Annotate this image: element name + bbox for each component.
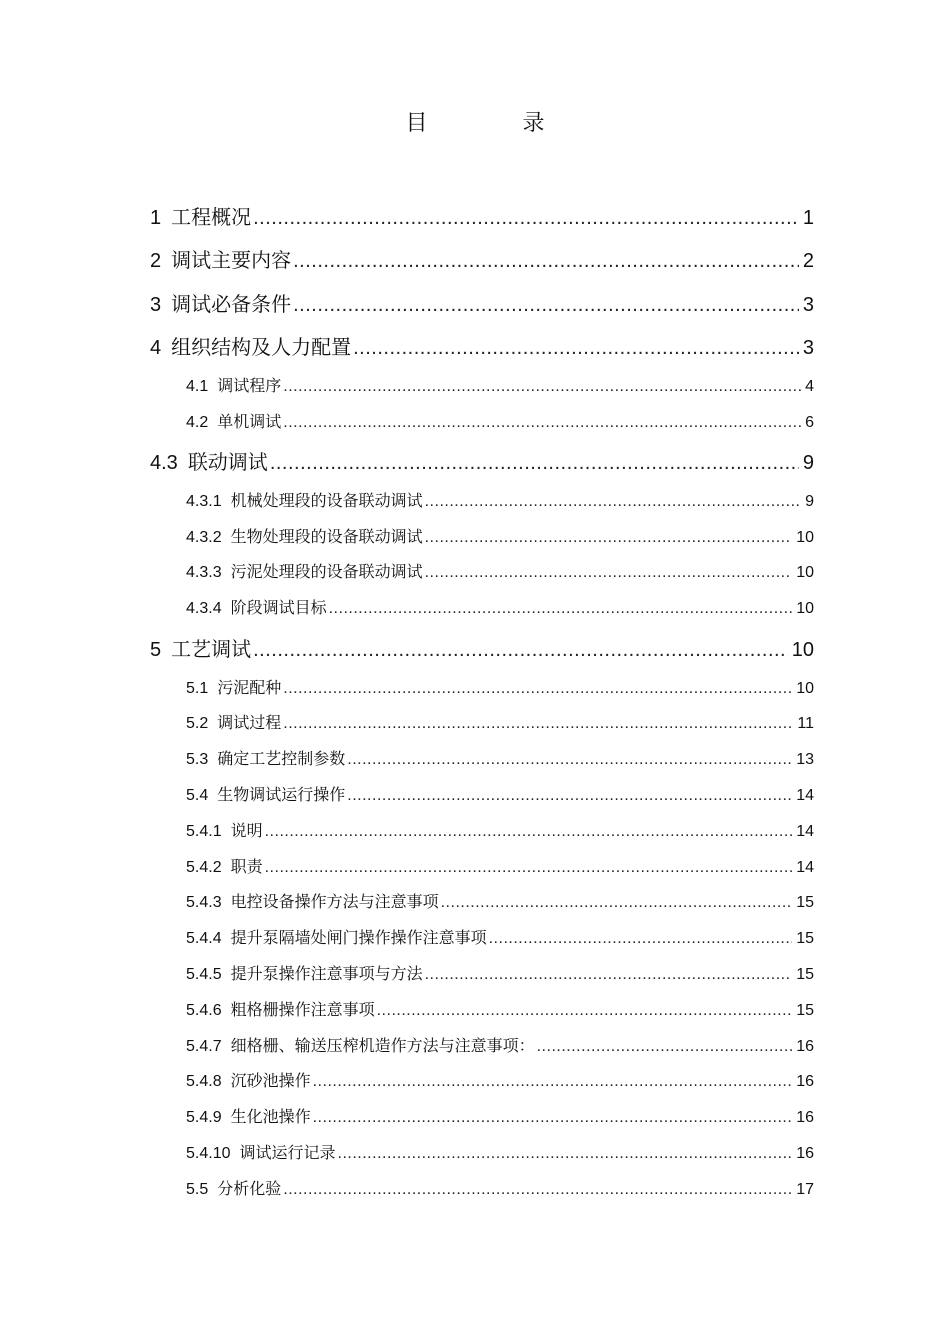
toc-entry-page-number: 16 [796,1144,814,1162]
toc-entry-page-number: 15 [796,1001,814,1019]
toc-entry[interactable] [186,662,814,698]
toc-dot-leader [377,1002,793,1020]
toc-entry-label: 调试程序 [217,375,282,395]
toc-entry-page-number: 1 [802,206,814,229]
toc-entry-number: 5.4.1 [186,822,222,840]
toc-entry-label: 生化池操作 [230,1107,311,1127]
toc-entry-label: 单机调试 [217,411,282,431]
toc-entry[interactable] [186,733,814,769]
toc-entry-number: 5.2 [186,715,209,733]
toc-entry-label: 调试必备条件 [171,291,292,316]
toc-entry-page-number: 6 [805,413,814,431]
toc-entry[interactable] [186,511,814,547]
toc-entry-label: 确定工艺控制参数 [217,749,346,769]
toc-entry-label: 说明 [230,820,263,840]
toc-dot-leader [265,823,793,841]
toc-entry-label: 分析化验 [217,1178,282,1198]
toc-dot-leader [425,529,793,547]
toc-dot-leader [329,600,793,618]
toc-entry[interactable] [186,698,814,734]
toc-dot-leader [313,1073,793,1091]
toc-entry-page-number: 9 [805,492,814,510]
toc-entry[interactable] [186,1091,814,1127]
toc-entry-number: 5.4.10 [186,1144,231,1162]
toc-entry-label: 工艺调试 [171,636,252,661]
table-of-contents [0,186,950,1199]
toc-entry-number: 4.3.4 [186,600,222,618]
toc-entry-number: 5.4.8 [186,1073,222,1091]
toc-entry[interactable] [186,877,814,913]
toc-entry-number: 4.3.1 [186,492,222,510]
toc-dot-leader [489,930,793,948]
toc-entry-number: 3 [150,293,162,316]
toc-entry-label: 调试运行记录 [239,1142,336,1162]
toc-entry-label: 职责 [230,856,263,876]
toc-entry-page-number: 15 [796,894,814,912]
toc-entry-number: 5 [150,638,162,661]
toc-entry[interactable] [150,317,814,361]
toc-entry-page-number: 10 [796,564,814,582]
toc-entry-page-number: 2 [802,250,814,272]
toc-entry-page-number: 14 [796,786,814,804]
toc-entry-number: 1 [150,206,162,229]
toc-entry[interactable] [150,186,814,230]
toc-entry-page-number: 10 [796,600,814,618]
toc-dot-leader [441,894,793,912]
toc-entry-page-number: 16 [796,1037,814,1055]
toc-dot-leader [293,250,799,273]
toc-entry-page-number: 14 [796,822,814,840]
toc-entry[interactable] [186,1020,814,1056]
toc-entry-label: 电控设备操作方法与注意事项 [230,892,439,912]
toc-entry-label: 污泥处理段的设备联动调试 [230,562,423,582]
toc-entry-page-number: 10 [796,679,814,697]
toc-entry-label: 联动调试 [187,450,268,475]
toc-entry-label: 细格栅、输送压榨机造作方法与注意事项： [230,1035,535,1055]
toc-entry-number: 5.4.2 [186,858,222,876]
toc-dot-leader [293,294,799,317]
toc-entry-page-number: 16 [796,1073,814,1091]
toc-dot-leader [313,1109,793,1127]
toc-dot-leader [338,1145,793,1163]
toc-entry-number: 4.1 [186,377,209,395]
toc-entry-page-number: 16 [796,1109,814,1127]
toc-entry[interactable] [186,769,814,805]
toc-entry-number: 5.1 [186,679,209,697]
toc-entry[interactable] [186,475,814,511]
toc-entry[interactable] [186,547,814,583]
toc-entry-page-number: 14 [796,858,814,876]
toc-entry-label: 提升泵隔墙处闸门操作操作注意事项 [230,928,487,948]
toc-dot-leader [353,337,799,360]
toc-entry-number: 5.4.7 [186,1037,222,1055]
toc-entry-number: 4.3.2 [186,528,222,546]
toc-dot-leader [537,1038,793,1056]
toc-dot-leader [425,564,793,582]
toc-entry-number: 5.4.9 [186,1109,222,1127]
toc-entry-number: 5.5 [186,1180,209,1198]
toc-dot-leader [425,966,793,984]
toc-entry[interactable] [150,230,814,274]
toc-entry-label: 沉砂池操作 [230,1071,311,1091]
toc-entry[interactable] [186,582,814,618]
toc-entry-label: 组织结构及人力配置 [171,335,352,359]
toc-entry[interactable] [186,360,814,396]
toc-entry-label: 阶段调试目标 [230,598,327,618]
toc-entry[interactable] [186,984,814,1020]
page-title: 目 录 [405,111,589,136]
toc-entry-page-number: 3 [802,293,814,316]
toc-entry-page-number: 17 [796,1180,814,1198]
toc-entry[interactable] [186,1127,814,1163]
toc-dot-leader [425,493,801,511]
toc-dot-leader [253,207,799,230]
toc-entry-page-number: 9 [802,452,814,475]
toc-dot-leader [265,859,793,877]
toc-dot-leader [283,414,801,432]
toc-entry-number: 4 [150,337,162,359]
toc-entry-number: 5.3 [186,751,209,769]
toc-dot-leader [253,639,788,662]
toc-entry-number: 5.4.6 [186,1001,222,1019]
toc-dot-leader [283,1181,792,1199]
toc-entry-page-number: 13 [796,751,814,769]
toc-entry-number: 5.4.4 [186,930,222,948]
toc-entry-page-number: 15 [796,930,814,948]
toc-entry-number: 4.2 [186,413,209,431]
toc-entry-page-number: 10 [791,638,814,661]
toc-entry[interactable] [150,432,814,476]
toc-entry-label: 粗格栅操作注意事项 [230,999,375,1019]
toc-entry-number: 2 [150,250,162,272]
toc-dot-leader [283,680,792,698]
toc-entry-page-number: 3 [802,337,814,359]
toc-entry[interactable] [186,841,814,877]
toc-dot-leader [347,787,792,805]
toc-entry-label: 调试主要内容 [171,248,292,272]
toc-entry[interactable] [186,805,814,841]
toc-entry-label: 生物调试运行操作 [217,784,346,804]
toc-dot-leader [347,751,792,769]
toc-entry-number: 5.4.5 [186,965,222,983]
toc-entry-page-number: 15 [796,965,814,983]
toc-entry[interactable] [186,948,814,984]
toc-entry-label: 机械处理段的设备联动调试 [230,490,423,510]
toc-entry-label: 污泥配种 [217,677,282,697]
toc-entry[interactable] [186,912,814,948]
toc-dot-leader [270,452,799,475]
toc-entry-page-number: 10 [796,528,814,546]
toc-entry-number: 4.3.3 [186,564,222,582]
toc-dot-leader [283,378,801,396]
toc-entry-label: 工程概况 [171,204,252,229]
toc-entry-label: 生物处理段的设备联动调试 [230,526,423,546]
toc-entry[interactable] [186,1056,814,1092]
toc-entry-page-number: 11 [797,715,814,733]
toc-entry[interactable] [150,273,814,317]
toc-entry-page-number: 4 [805,377,814,395]
toc-dot-leader [283,715,793,733]
toc-entry[interactable] [150,618,814,662]
toc-entry-number: 5.4.3 [186,894,222,912]
toc-entry-number: 4.3 [150,452,178,475]
toc-entry[interactable] [186,396,814,432]
toc-entry-number: 5.4 [186,786,209,804]
toc-entry-label: 提升泵操作注意事项与方法 [230,963,423,983]
toc-entry[interactable] [186,1163,814,1199]
toc-entry-label: 调试过程 [217,713,282,733]
